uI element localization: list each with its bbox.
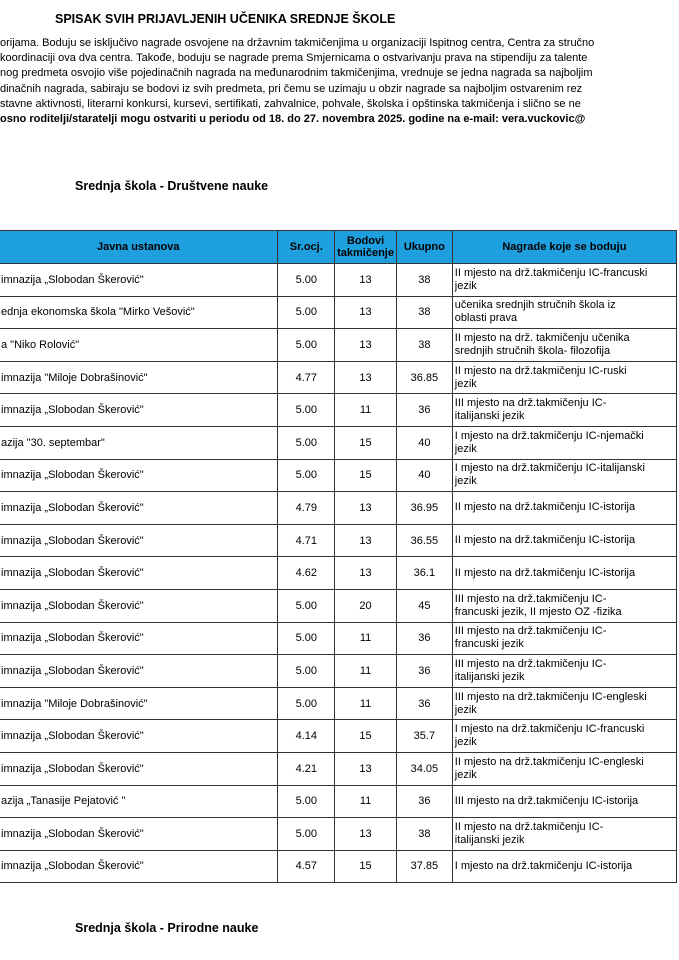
cell-award: II mjesto na drž. takmičenju učenika srednjih stručnih škola- filozofija: [452, 329, 676, 362]
cell-avg: 4.21: [278, 752, 335, 785]
table-row: [0, 394, 677, 427]
cell-points: 15: [335, 720, 397, 753]
cell-award: I mjesto na drž.takmičenju IC-njemački jezik: [452, 426, 676, 459]
cell-school: imnazija „Slobodan Škerović": [0, 818, 278, 851]
table-row: [0, 785, 677, 818]
cell-school: imnazija „Slobodan Škerović": [0, 655, 278, 688]
table-row: [0, 361, 677, 394]
table-row: [0, 622, 677, 655]
cell-total: 38: [396, 296, 452, 329]
cell-award: II mjesto na drž.takmičenju IC-istorija: [452, 492, 676, 525]
cell-award: II mjesto na drž.takmičenju IC-engleski jezik: [452, 752, 676, 785]
cell-avg: 4.62: [278, 557, 335, 590]
cell-school: a "Niko Rolović": [0, 329, 278, 362]
cell-points: 13: [335, 296, 397, 329]
cell-award: I mjesto na drž.takmičenju IC-italijanski jezik: [452, 459, 676, 492]
cell-school: imnazija "Miloje Dobrašinović": [0, 687, 278, 720]
table-row: [0, 818, 677, 851]
cell-total: 36.85: [396, 361, 452, 394]
cell-total: 38: [396, 818, 452, 851]
cell-avg: 5.00: [278, 785, 335, 818]
cell-award: I mjesto na drž.takmičenju IC-istorija: [452, 850, 676, 883]
cell-award: III mjesto na drž.takmičenju IC- italijanski jezik: [452, 655, 676, 688]
cell-award: II mjesto na drž.takmičenju IC-francuski jezik: [452, 264, 676, 297]
table-row: [0, 655, 677, 688]
cell-avg: 5.00: [278, 329, 335, 362]
cell-points: 11: [335, 394, 397, 427]
cell-total: 36: [396, 655, 452, 688]
table-row: [0, 459, 677, 492]
cell-points: 13: [335, 557, 397, 590]
cell-school: imnazija „Slobodan Škerović": [0, 589, 278, 622]
header-competition-points: Bodovi takmičenje: [335, 231, 397, 264]
cell-avg: 5.00: [278, 459, 335, 492]
cell-points: 15: [335, 426, 397, 459]
table-row: [0, 720, 677, 753]
cell-award: III mjesto na drž.takmičenju IC-istorija: [452, 785, 676, 818]
cell-points: 15: [335, 459, 397, 492]
cell-avg: 4.77: [278, 361, 335, 394]
header-awards: Nagrade koje se boduju: [452, 231, 676, 264]
cell-total: 38: [396, 329, 452, 362]
cell-avg: 5.00: [278, 264, 335, 297]
cell-school: imnazija „Slobodan Škerović": [0, 850, 278, 883]
document-title: SPISAK SVIH PRIJAVLJENIH UČENIKA SREDNJE ŠKOLE: [55, 12, 396, 26]
cell-school: azija "30. septembar": [0, 426, 278, 459]
cell-points: 13: [335, 361, 397, 394]
cell-points: 13: [335, 492, 397, 525]
cell-school: imnazija „Slobodan Škerović": [0, 492, 278, 525]
cell-school: ednja ekonomska škola "Mirko Vešović": [0, 296, 278, 329]
cell-school: imnazija „Slobodan Škerović": [0, 622, 278, 655]
cell-award: III mjesto na drž.takmičenju IC- francuski jezik, II mjesto OZ -fizika: [452, 589, 676, 622]
table-row: [0, 752, 677, 785]
cell-points: 13: [335, 818, 397, 851]
cell-points: 11: [335, 785, 397, 818]
intro-paragraph: [0, 36, 679, 127]
table-row: [0, 557, 677, 590]
cell-avg: 5.00: [278, 426, 335, 459]
cell-avg: 4.14: [278, 720, 335, 753]
cell-school: imnazija „Slobodan Škerović": [0, 557, 278, 590]
cell-total: 36.95: [396, 492, 452, 525]
cell-total: 37.85: [396, 850, 452, 883]
header-institution: Javna ustanova: [0, 231, 278, 264]
cell-school: imnazija "Miloje Dobrašinović": [0, 361, 278, 394]
cell-school: imnazija „Slobodan Škerović": [0, 264, 278, 297]
intro-deadline-line: osno roditelji/staratelji mogu ostvariti u periodu od 18. do 27. novembra 2025. godine na e-mail: vera.vuckovic@: [0, 113, 586, 126]
cell-total: 36.1: [396, 557, 452, 590]
cell-avg: 5.00: [278, 394, 335, 427]
header-average: Sr.ocj.: [278, 231, 335, 264]
cell-total: 36: [396, 785, 452, 818]
table-header-row: [0, 231, 677, 264]
cell-award: III mjesto na drž.takmičenju IC- francuski jezik: [452, 622, 676, 655]
cell-school: imnazija „Slobodan Škerović": [0, 752, 278, 785]
cell-points: 20: [335, 589, 397, 622]
intro-line: nog predmeta osvojio više pojedinačnih nagrada na međunarodnim takmičenjima, vrednuje se jedna nagrada sa najboljim: [0, 67, 593, 80]
section-heading-natural: Srednja škola - Prirodne nauke: [75, 921, 259, 935]
section-heading-social: Srednja škola - Društvene nauke: [75, 179, 269, 193]
cell-total: 36.55: [396, 524, 452, 557]
cell-points: 11: [335, 655, 397, 688]
header-total: Ukupno: [396, 231, 452, 264]
cell-avg: 5.00: [278, 687, 335, 720]
table-row: [0, 589, 677, 622]
students-table: [0, 230, 677, 883]
cell-points: 13: [335, 752, 397, 785]
table-row: [0, 296, 677, 329]
cell-award: II mjesto na drž.takmičenju IC-istorija: [452, 557, 676, 590]
table-row: [0, 524, 677, 557]
cell-avg: 5.00: [278, 655, 335, 688]
cell-avg: 5.00: [278, 296, 335, 329]
table-row: [0, 264, 677, 297]
table-row: [0, 687, 677, 720]
cell-avg: 5.00: [278, 622, 335, 655]
table-row: [0, 850, 677, 883]
cell-school: imnazija „Slobodan Škerović": [0, 459, 278, 492]
cell-award: učenika srednjih stručnih škola iz oblasti prava: [452, 296, 676, 329]
cell-award: II mjesto na drž.takmičenju IC-ruski jezik: [452, 361, 676, 394]
cell-total: 40: [396, 459, 452, 492]
cell-school: imnazija „Slobodan Škerović": [0, 720, 278, 753]
cell-avg: 4.71: [278, 524, 335, 557]
cell-total: 36: [396, 394, 452, 427]
cell-avg: 5.00: [278, 818, 335, 851]
cell-points: 13: [335, 329, 397, 362]
cell-total: 36: [396, 622, 452, 655]
table-row: [0, 329, 677, 362]
cell-award: II mjesto na drž.takmičenju IC- italijanski jezik: [452, 818, 676, 851]
intro-line: stavne aktivnosti, literarni konkursi, kursevi, sertifikati, zahvalnice, pohvale, školska i opštinska takmičenja i slično se ne: [0, 97, 581, 110]
cell-award: III mjesto na drž.takmičenju IC-engleski jezik: [452, 687, 676, 720]
cell-points: 11: [335, 622, 397, 655]
cell-total: 34.05: [396, 752, 452, 785]
cell-award: III mjesto na drž.takmičenju IC- italijanski jezik: [452, 394, 676, 427]
cell-points: 13: [335, 524, 397, 557]
cell-school: imnazija „Slobodan Škerović": [0, 394, 278, 427]
table-row: [0, 492, 677, 525]
cell-total: 36: [396, 687, 452, 720]
intro-line: koordinaciji ova dva centra. Takođe, boduju se nagrade prema Smjernicama o ostvarivanju prava na stipendiju za talente: [0, 52, 588, 65]
table-row: [0, 426, 677, 459]
cell-avg: 4.79: [278, 492, 335, 525]
cell-points: 13: [335, 264, 397, 297]
cell-avg: 5.00: [278, 589, 335, 622]
cell-points: 11: [335, 687, 397, 720]
cell-points: 15: [335, 850, 397, 883]
intro-line: orijama. Boduju se isključivo nagrade osvojene na državnim takmičenjima u organizaciji Ispitnog centra, Centra za stručno: [0, 37, 595, 49]
cell-total: 45: [396, 589, 452, 622]
cell-school: azija „Tanasije Pejatović ": [0, 785, 278, 818]
cell-award: I mjesto na drž.takmičenju IC-francuski jezik: [452, 720, 676, 753]
cell-total: 40: [396, 426, 452, 459]
intro-line: dinačnih nagrada, sabiraju se bodovi iz svih predmeta, pri čemu se uzimaju u obzir nagrade sa najboljim ostvarenim rez: [0, 82, 583, 95]
cell-avg: 4.57: [278, 850, 335, 883]
cell-total: 35.7: [396, 720, 452, 753]
cell-award: II mjesto na drž.takmičenju IC-istorija: [452, 524, 676, 557]
cell-school: imnazija „Slobodan Škerović": [0, 524, 278, 557]
cell-total: 38: [396, 264, 452, 297]
